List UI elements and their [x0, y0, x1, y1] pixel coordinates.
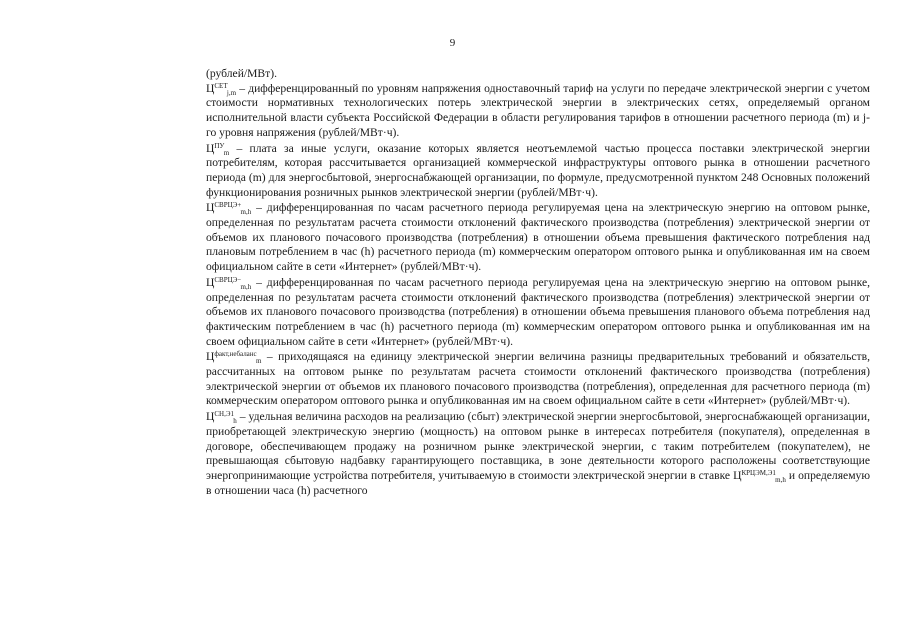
definition-imbalance-price [206, 350, 870, 409]
definition-text: – дифференцированная по часам расчетного периода регулируемая цена на электрическую энергию на оптовом рынке, определенная по результатам расчета стоимости отклонений фактического производства (потребления) электрической энергии от объемов их планового почасового производства (потребления) в отношении объема превышения планового объема потребления над фактическим потреблением в час (h) расчетного периода (m) коммерческим оператором оптового рынка и опубликованная им на своем официальном сайте в сети «Интернет» (рублей/МВт·ч). [206, 275, 870, 348]
definition-price-excess-consumption [206, 201, 870, 275]
definition-text: – приходящаяся на единицу электрической энергии величина разницы предварительных требований и обязательств, рассчитанных на оптовом рынке по результатам расчета стоимости отклонений фактического производства (потребления) электрической энергии от объемов их планового почасового производства (потребления), определенная для расчетного периода (m) коммерческим оператором оптового рынка и опубликованная им на своем официальном сайте в сети «Интернет» (рублей/МВт·ч). [206, 350, 870, 408]
formula-symbol: $Ц^{СЕТ}_{j,m}$ [206, 81, 237, 97]
definition-other-services-fee [206, 142, 870, 201]
definition-text: – удельная величина расходов на реализацию (сбыт) электрической энергии энергосбытовой, энергоснабжающей организации, приобретающей электрическую энергию (мощность) на оптовом рынке в интересах потребителя (покупателя), определенная в договоре, обеспечивающем продажу на розничном рынке электрической энергии, с таким потребителем (покупателем), не превышающая сбытовую надбавку гарантирующего поставщика, в зоне деятельности которого расположены соответствующие энергопринимающие устройства потребителя, учитываемую в стоимости электрической энергии в ставке [206, 410, 870, 482]
definition-text: – дифференцированная по часам расчетного периода регулируемая цена на электрическую энергию на оптовом рынке, определенная по результатам расчета стоимости отклонений фактического производства (потребления) электрической энергии от объемов их планового почасового производства (потребления) в отношении объема превышения фактического потребления над плановым потреблением в час (h) расчетного периода (m) коммерческим оператором оптового рынка и опубликованная им на своем официальном сайте в сети «Интернет» (рублей/МВт·ч). [206, 201, 870, 274]
inline-formula-symbol: $Ц^{КРЦЭМ,Э1}_{m,h}$ [733, 468, 786, 484]
paragraph-units-continuation [206, 67, 870, 82]
formula-symbol: $Ц^{СН,Э1}_h$ [206, 410, 237, 426]
definition-text-tail: и определяемую в отношении часа (h) расчетного [206, 468, 870, 497]
definition-text: – плата за иные услуги, оказание которых является неотъемлемой частью процесса поставки электрической энергии потребителям, которая рассчитывается организацией коммерческой инфраструктуры оптового рынка в отношении расчетного периода (m) для энергосбытовой, энергоснабжающей организации, по формуле, предусмотренной пунктом 248 Основных положений функционирования розничных рынков электрической энергии (рублей/МВт·ч). [206, 141, 870, 199]
definition-tariff-transmission [206, 82, 870, 141]
definition-price-excess-planned [206, 276, 870, 350]
document-body [206, 67, 870, 498]
page-number: 9 [449, 37, 456, 49]
formula-symbol: $Ц^{факт,небаланс}_m$ [206, 350, 262, 366]
formula-symbol: $Ц^{ПУ}_m$ [206, 141, 230, 157]
definition-sales-expenses [206, 410, 870, 498]
formula-symbol: $Ц^{СВРЦЭ+}_{m,h}$ [206, 201, 252, 217]
formula-symbol: $Ц^{СВРЦЭ-}_{m,h}$ [206, 275, 252, 291]
definition-text: – дифференцированный по уровням напряжения одноставочный тариф на услуги по передаче электрической энергии с учетом стоимости нормативных технологических потерь электрической энергии в электрических сетях, определяемый органом исполнительной власти субъекта Российской Федерации в области регулирования тарифов в отношении расчетного периода (m) и j-го уровня напряжения (рублей/МВт·ч). [206, 81, 870, 139]
paragraph-text: (рублей/МВт). [206, 67, 277, 80]
